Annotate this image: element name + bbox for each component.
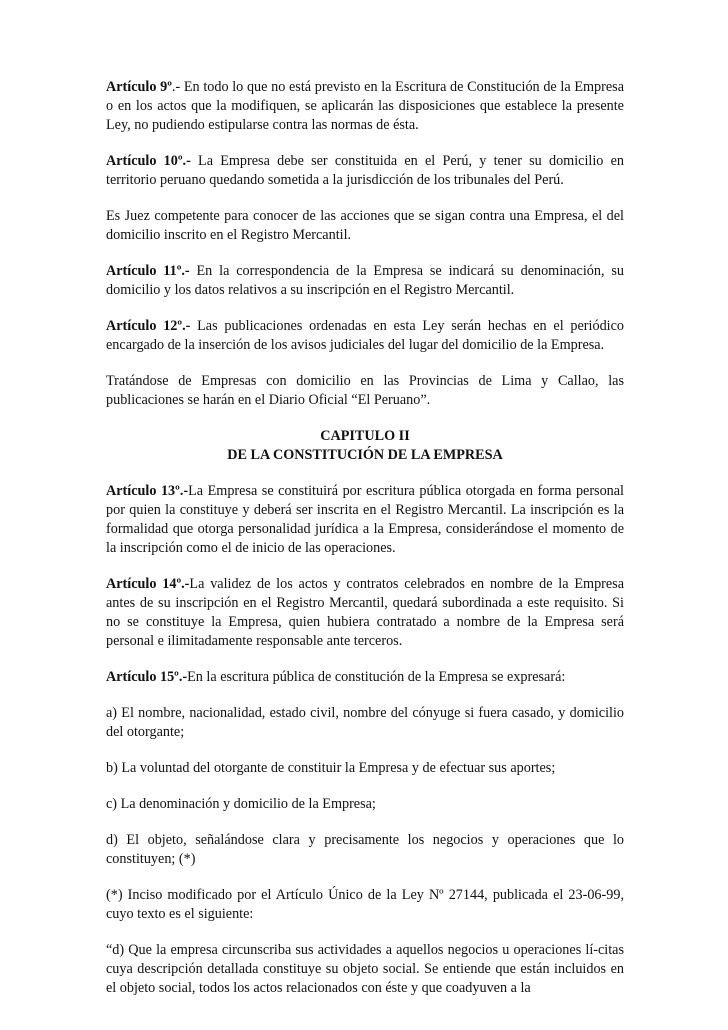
article-15-heading: Artículo 15º.- <box>106 669 188 685</box>
article-12-lima-callao-text: Tratándose de Empresas con domicilio en las Provincias de Lima y Callao, las publicaciones se harán en el Diario Oficial “El Peruano”. <box>106 373 624 408</box>
article-15-text: En la escritura pública de constitución de la Empresa se expresará: <box>187 669 566 685</box>
article-12-lima-callao-paragraph <box>106 372 624 410</box>
article-15-item-c-text: c) La denominación y domicilio de la Empresa; <box>106 796 376 812</box>
article-15-item-c <box>106 795 624 814</box>
amended-item-d-text: “d) Que la empresa circunscriba sus actividades a aquellos negocios u operaciones lí-citas cuya descripción detallada constituye su objeto social. Se entiende que están incluidos en el objeto social, todos los actos relacionados con éste y que coadyuven a la <box>106 942 624 996</box>
article-15-item-b <box>106 759 624 778</box>
document-page <box>106 78 624 998</box>
chapter-number: CAPITULO II <box>320 428 410 444</box>
article-11-text: En la correspondencia de la Empresa se indicará su denominación, su domicilio y los datos relativos a su inscripción en el Registro Mercantil. <box>106 263 624 298</box>
article-15-item-a <box>106 704 624 742</box>
amendment-note <box>106 886 624 924</box>
article-13-text: La Empresa se constituirá por escritura pública otorgada en forma personal por quien la constituye y deberá ser inscrita en el Registro Mercantil. La inscripción es la formalidad que otorga personalidad jurídica a la Empresa, considerándose el momento de la inscripción como el de inicio de las operaciones. <box>106 483 625 556</box>
chapter-title: DE LA CONSTITUCIÓN DE LA EMPRESA <box>227 447 503 463</box>
article-12-paragraph <box>106 317 624 355</box>
article-15-item-a-text: a) El nombre, nacionalidad, estado civil, nombre del cónyuge si fuera casado, y domicilio del otorgante; <box>106 705 624 740</box>
article-9-heading: Artículo 9º <box>106 79 172 95</box>
article-15-item-d-text: d) El objeto, señalándose clara y precisamente los negocios y operaciones que lo constituyen; (*) <box>106 832 624 867</box>
article-11-heading: Artículo 11º.- <box>106 263 190 279</box>
amendment-note-text: (*) Inciso modificado por el Artículo Único de la Ley Nº 27144, publicada el 23-06-99, cuyo texto es el siguiente: <box>106 887 624 922</box>
article-10-text: La Empresa debe ser constituida en el Perú, y tener su domicilio en territorio peruano quedando sometida a la jurisdicción de los tribunales del Perú. <box>106 153 624 188</box>
article-13-heading: Artículo 13º.- <box>106 483 189 499</box>
article-15-item-d <box>106 831 624 869</box>
article-15-item-b-text: b) La voluntad del otorgante de constituir la Empresa y de efectuar sus aportes; <box>106 760 556 776</box>
article-14-heading: Artículo 14º.- <box>106 576 190 592</box>
article-10-paragraph <box>106 152 624 190</box>
article-9-paragraph <box>106 78 624 135</box>
article-10-heading: Artículo 10º.- <box>106 153 191 169</box>
article-12-text: Las publicaciones ordenadas en esta Ley serán hechas en el periódico encargado de la inserción de los avisos judiciales del lugar del domicilio de la Empresa. <box>106 318 624 353</box>
article-10-jurisdiction-text: Es Juez competente para conocer de las acciones que se sigan contra una Empresa, el del domicilio inscrito en el Registro Mercantil. <box>106 208 624 243</box>
amended-item-d <box>106 941 624 998</box>
article-12-heading: Artículo 12º.- <box>106 318 191 334</box>
article-10-jurisdiction-paragraph <box>106 207 624 245</box>
article-15-paragraph <box>106 668 624 687</box>
article-9-text: .- En todo lo que no está previsto en la Escritura de Constitución de la Empresa o en los actos que la modifiquen, se aplicarán las disposiciones que establece la presente Ley, no pudiendo estipularse contra las normas de ésta. <box>106 79 624 133</box>
article-14-paragraph <box>106 575 624 651</box>
article-11-paragraph <box>106 262 624 300</box>
chapter-heading <box>106 427 624 465</box>
article-14-text: La validez de los actos y contratos celebrados en nombre de la Empresa antes de su inscripción en el Registro Mercantil, quedará subordinada a este requisito. Si no se constituye la Empresa, quien hubiera contratado a nombre de la Empresa será personal e ilimitadamente responsable ante terceros. <box>106 576 625 649</box>
article-13-paragraph <box>106 482 624 558</box>
